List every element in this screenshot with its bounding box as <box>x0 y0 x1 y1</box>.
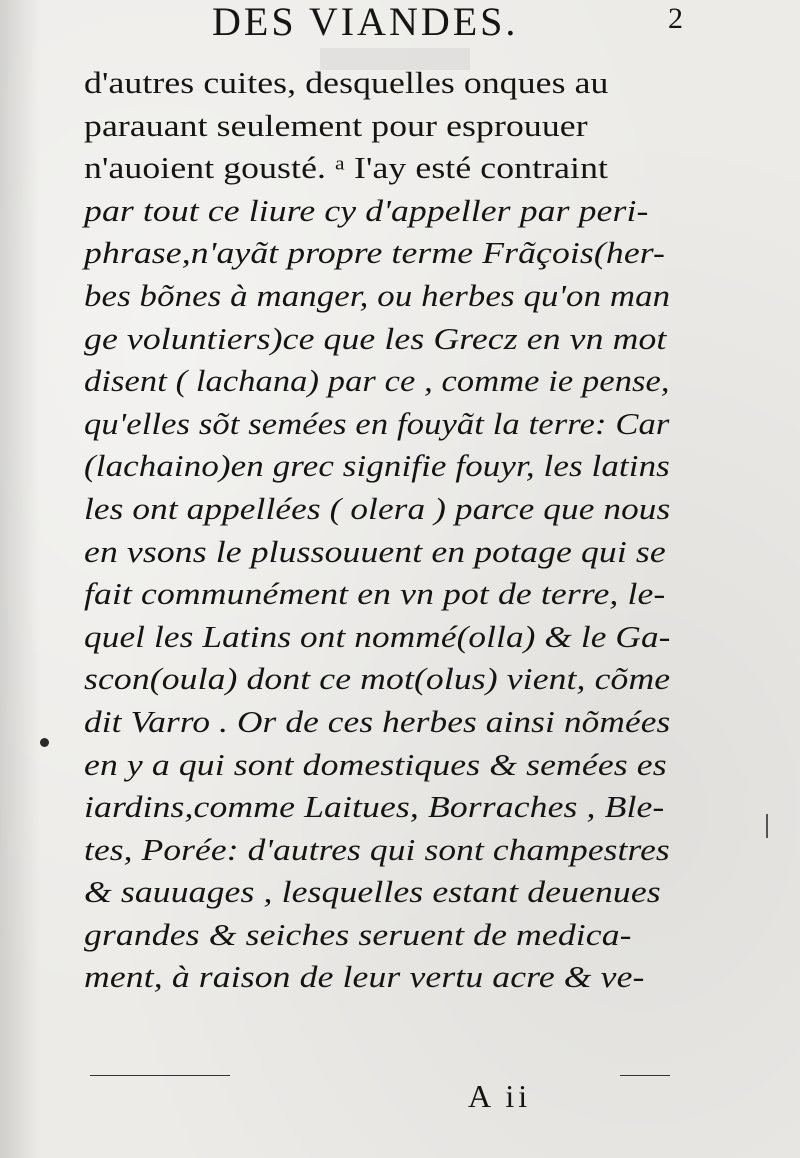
text-line: les ont appellées ( olera ) parce que nous <box>84 490 671 526</box>
text-line: dit Varro . Or de ces herbes ainsi nõmées <box>84 703 671 739</box>
text-line: en y a qui sont domestiques & semées es <box>84 746 667 782</box>
text-line: fait communément en vn pot de terre, le- <box>84 576 666 612</box>
text-line: disent ( lachana) par ce , comme ie pense, <box>84 363 670 399</box>
text-line: d'autres cuites, desquelles onques au <box>84 65 609 100</box>
margin-mark <box>760 812 774 848</box>
text-line: tes, Porée: d'autres qui sont champestres <box>84 831 670 867</box>
text-line: grandes & seiches seruent de medica- <box>84 916 632 952</box>
signature-mark: A ii <box>468 1078 532 1114</box>
text-line: en vsons le plussouuent en potage qui se <box>84 533 666 569</box>
text-line: ge voluntiers)ce que les Grecz en vn mot <box>84 320 667 356</box>
footer-rule-left <box>90 1075 230 1076</box>
page-number: 2 <box>668 2 683 35</box>
page-edge-shadow <box>0 0 40 1158</box>
text-line: quel les Latins ont nommé(olla) & le Ga- <box>84 618 671 654</box>
text-line: par tout ce liure cy d'appeller par peri- <box>84 192 649 228</box>
margin-tick-icon <box>760 812 774 842</box>
ink-spot <box>40 738 49 747</box>
text-line: phrase,n'ayãt propre terme Frãçois(her- <box>84 235 666 271</box>
text-line: ment, à raison de leur vertu acre & ve- <box>84 959 645 995</box>
text-line: parauant seulement pour esprouuer <box>84 107 588 143</box>
text-line: scon(oula) dont ce mot(olus) vient, cõme <box>84 661 671 697</box>
text-line: (lachaino)en grec signifie fouyr, les latins <box>84 448 670 484</box>
body-text <box>84 62 670 999</box>
running-head: DES VIANDES. <box>212 0 519 44</box>
text-line: iardins,comme Laitues, Borraches , Ble- <box>84 789 665 825</box>
footer-rule-right <box>620 1075 670 1076</box>
text-line: qu'elles sõt semées en fouyãt la terre: Car <box>84 405 670 441</box>
text-line: n'auoient gousté. ᵃ I'ay esté contraint <box>84 150 609 186</box>
text-line: bes bõnes à manger, ou herbes qu'on man <box>84 277 671 313</box>
text-line: & sauuages , lesquelles estant deuenues <box>84 874 661 910</box>
